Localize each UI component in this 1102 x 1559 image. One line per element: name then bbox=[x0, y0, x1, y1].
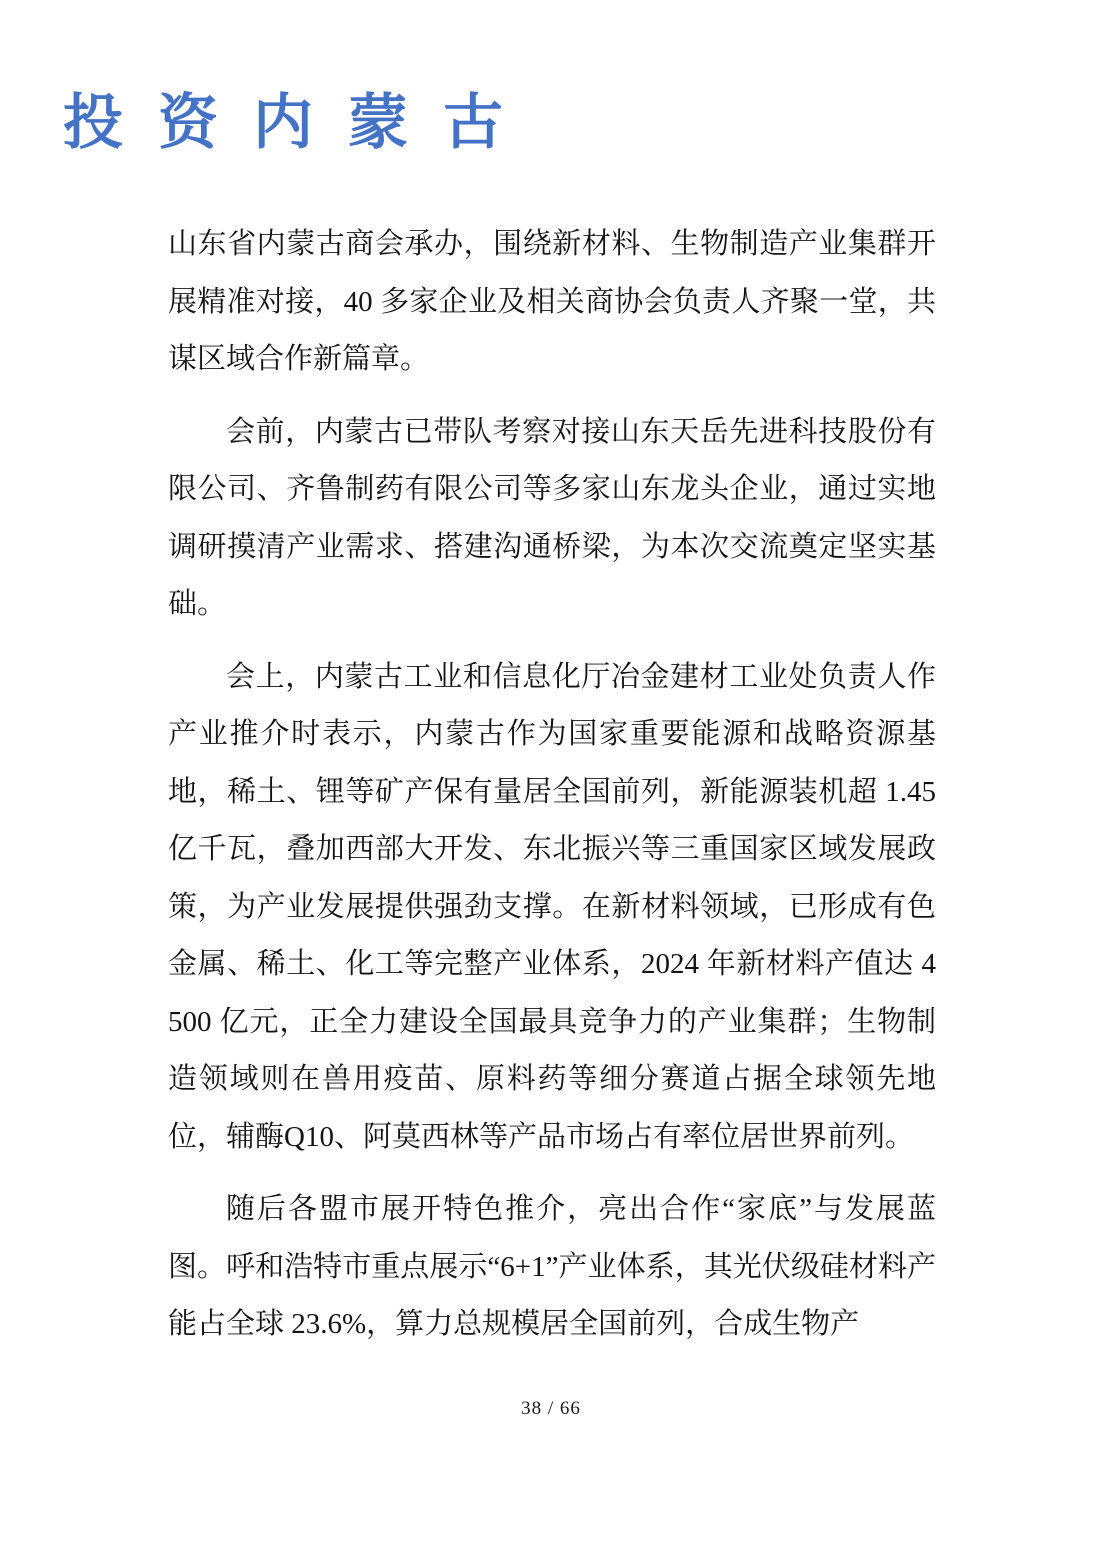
body-paragraph: 山东省内蒙古商会承办，围绕新材料、生物制造产业集群开展精准对接，40 多家企业及相关商协会负责人齐聚一堂，共谋区域合作新篇章。 bbox=[168, 228, 936, 375]
page-footer bbox=[0, 1398, 1102, 1420]
body-paragraph: 会前，内蒙古已带队考察对接山东天岳先进科技股份有限公司、齐鲁制药有限公司等多家山东龙头企业，通过实地调研摸清产业需求、搭建沟通桥梁，为本次交流奠定坚实基础。 bbox=[168, 415, 936, 620]
document-body bbox=[168, 216, 936, 1369]
body-paragraph: 随后各盟市展开特色推介，亮出合作“家底”与发展蓝图。呼和浩特市重点展示“6+1”产业体系，其光伏级硅材料产能占全球 23.6%，算力总规模居全国前列，合成生物产 bbox=[168, 1193, 936, 1340]
page-title: 投 资 内 蒙 古 bbox=[63, 90, 513, 156]
page-number: 38 / 66 bbox=[521, 1398, 581, 1419]
body-paragraph: 会上，内蒙古工业和信息化厅冶金建材工业处负责人作产业推介时表示，内蒙古作为国家重要能源和战略资源基地，稀土、锂等矿产保有量居全国前列，新能源装机超 1.45 亿千瓦，叠加西部大开发、东北振兴等三重国家区域发展政策，为产业发展提供强劲支撑。在新材料领域，已形成有色金属、稀土、化工等完整产业体系，2024 年新材料产值达 4500 亿元，正全力建设全国最具竞争力的产业集群；生物制造领域则在兽用疫苗、原料药等细分赛道占据全球领先地位，辅酶Q10、阿莫西林等产品市场占有率位居世界前列。 bbox=[168, 660, 936, 1153]
